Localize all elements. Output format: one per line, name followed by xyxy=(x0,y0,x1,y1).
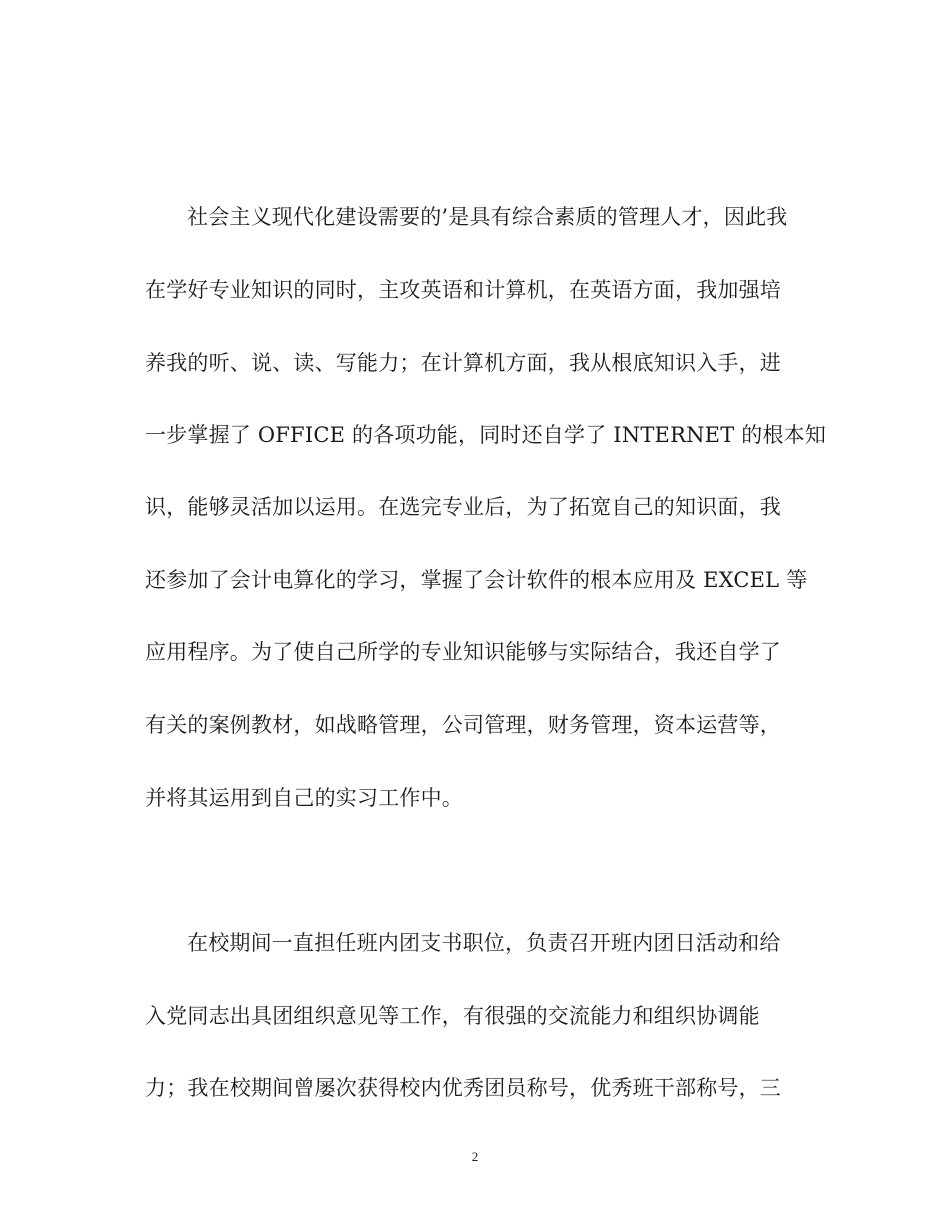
paragraph-1-line-2: 在学好专业知识的同时，主攻英语和计算机，在英语方面，我加强培 xyxy=(145,278,781,302)
paragraph-1-line-3: 养我的听、说、读、写能力；在计算机方面，我从根底知识入手，进 xyxy=(145,351,781,375)
paragraph-1-line-4: 一步掌握了 OFFICE 的各项功能，同时还自学了 INTERNET 的根本知 xyxy=(145,423,827,447)
paragraph-1-line-9: 并将其运用到自己的实习工作中。 xyxy=(145,786,463,810)
paragraph-2-line-3: 力；我在校期间曾屡次获得校内优秀团员称号，优秀班干部称号，三 xyxy=(145,1076,781,1100)
paragraph-2-line-1: 在校期间一直担任班内团支书职位，负责召开班内团日活动和给 xyxy=(187,931,781,955)
paragraph-2-line-2: 入党同志出具团组织意见等工作，有很强的交流能力和组织协调能 xyxy=(145,1004,760,1028)
paragraph-1-line-8: 有关的案例教材，如战略管理，公司管理，财务管理，资本运营等， xyxy=(145,713,781,737)
paragraph-1-line-5: 识，能够灵活加以运用。在选完专业后，为了拓宽自己的知识面，我 xyxy=(145,495,781,519)
page-number: 2 xyxy=(471,1149,479,1164)
paragraph-1-line-7: 应用程序。为了使自己所学的专业知识能够与实际结合，我还自学了 xyxy=(145,640,781,664)
paragraph-1-line-1: 社会主义现代化建设需要的’是具有综合素质的管理人才，因此我 xyxy=(187,205,788,229)
paragraph-1-line-6: 还参加了会计电算化的学习，掌握了会计软件的根本应用及 EXCEL 等 xyxy=(145,568,808,592)
